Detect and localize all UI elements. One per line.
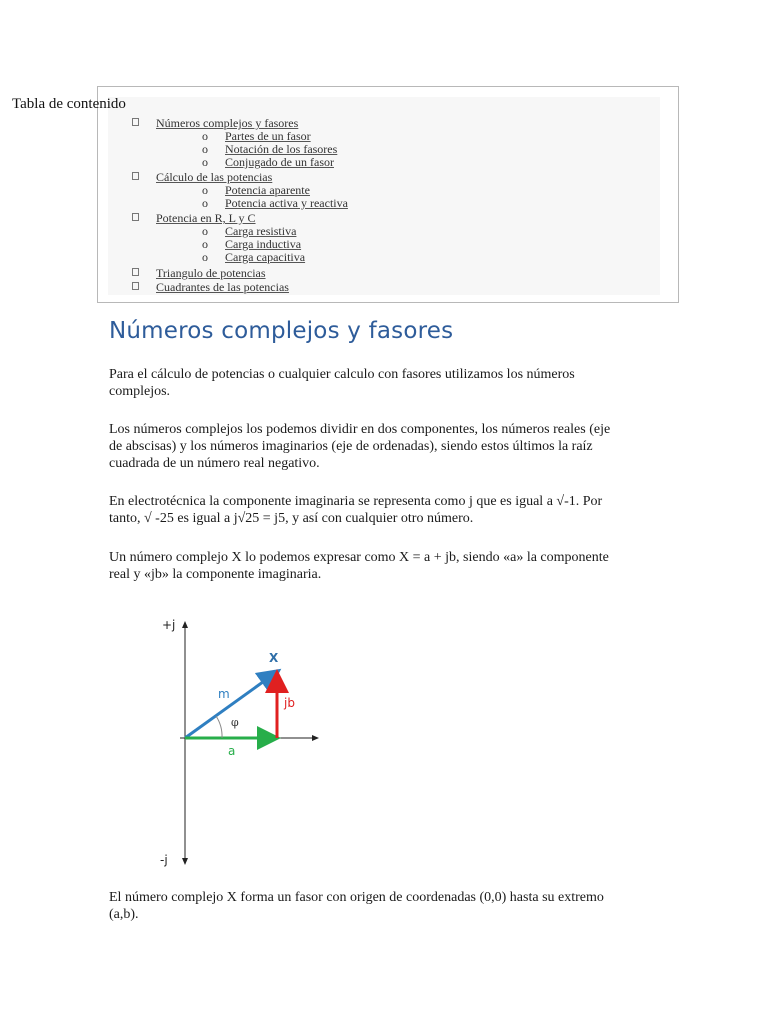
circle-bullet-icon: o bbox=[202, 155, 208, 169]
square-bullet-icon bbox=[132, 172, 139, 180]
paragraph bbox=[109, 421, 649, 472]
text-line: complejos. bbox=[109, 384, 171, 399]
toc-link[interactable]: Potencia en R, L y C bbox=[156, 211, 256, 225]
text-line: Un número complejo X lo podemos expresar como X = a + jb, siendo «a» la componente bbox=[109, 550, 609, 565]
circle-bullet-icon: o bbox=[202, 129, 208, 143]
toc-link[interactable]: Carga inductiva bbox=[225, 237, 302, 251]
circle-bullet-icon: o bbox=[202, 142, 208, 156]
label-m: m bbox=[218, 687, 230, 701]
text-line: (a,b). bbox=[109, 907, 139, 922]
circle-bullet-icon: o bbox=[202, 183, 208, 197]
square-bullet-icon bbox=[132, 268, 139, 276]
toc-link[interactable]: Cuadrantes de las potencias bbox=[156, 280, 289, 294]
phasor-diagram bbox=[150, 612, 330, 872]
toc-link[interactable]: Triangulo de potencias bbox=[156, 266, 266, 280]
paragraph bbox=[109, 889, 649, 923]
toc-link[interactable]: Partes de un fasor bbox=[225, 129, 311, 143]
paragraph bbox=[109, 549, 649, 583]
text-line: de abscisas) y los números imaginarios (eje de ordenadas), siendo estos últimos la raíz bbox=[109, 439, 593, 454]
label-positive-j: +j bbox=[162, 618, 176, 632]
text-line: El número complejo X forma un fasor con origen de coordenadas (0,0) hasta su extremo bbox=[109, 890, 604, 905]
text-line: Los números complejos los podemos dividir en dos componentes, los números reales (eje bbox=[109, 422, 611, 437]
text-line: tanto, √ -25 es igual a j√25 = j5, y así con cualquier otro número. bbox=[109, 511, 474, 526]
phasor-line bbox=[185, 674, 274, 738]
toc-link[interactable]: Potencia aparente bbox=[225, 183, 310, 197]
label-x: X bbox=[269, 651, 279, 665]
toc-link[interactable]: Potencia activa y reactiva bbox=[225, 196, 348, 210]
label-a: a bbox=[228, 744, 236, 758]
circle-bullet-icon: o bbox=[202, 196, 208, 210]
label-jb: jb bbox=[284, 696, 295, 710]
toc-link[interactable]: Notación de los fasores bbox=[225, 142, 338, 156]
label-phi: φ bbox=[231, 716, 239, 729]
label-negative-j: -j bbox=[160, 853, 168, 867]
square-bullet-icon bbox=[132, 213, 139, 221]
toc-link[interactable]: Carga capacitiva bbox=[225, 250, 306, 264]
section-heading: Números complejos y fasores bbox=[109, 318, 454, 344]
circle-bullet-icon: o bbox=[202, 237, 208, 251]
toc-link[interactable]: Números complejos y fasores bbox=[156, 116, 299, 130]
toc-link[interactable]: Cálculo de las potencias bbox=[156, 170, 273, 184]
circle-bullet-icon: o bbox=[202, 224, 208, 238]
toc-title: Tabla de contenido bbox=[12, 96, 126, 112]
circle-bullet-icon: o bbox=[202, 250, 208, 264]
paragraph bbox=[109, 493, 649, 527]
text-line: real y «jb» la componente imaginaria. bbox=[109, 567, 322, 582]
toc-link[interactable]: Conjugado de un fasor bbox=[225, 155, 334, 169]
text-line: Para el cálculo de potencias o cualquier calculo con fasores utilizamos los números bbox=[109, 367, 575, 382]
square-bullet-icon bbox=[132, 118, 139, 126]
text-line: cuadrada de un número real negativo. bbox=[109, 456, 320, 471]
text-line: En electrotécnica la componente imaginaria se representa como j que es igual a √-1. Por bbox=[109, 494, 603, 509]
angle-arc bbox=[216, 716, 222, 738]
toc-link[interactable]: Carga resistiva bbox=[225, 224, 297, 238]
paragraph bbox=[109, 366, 649, 400]
square-bullet-icon bbox=[132, 282, 139, 290]
